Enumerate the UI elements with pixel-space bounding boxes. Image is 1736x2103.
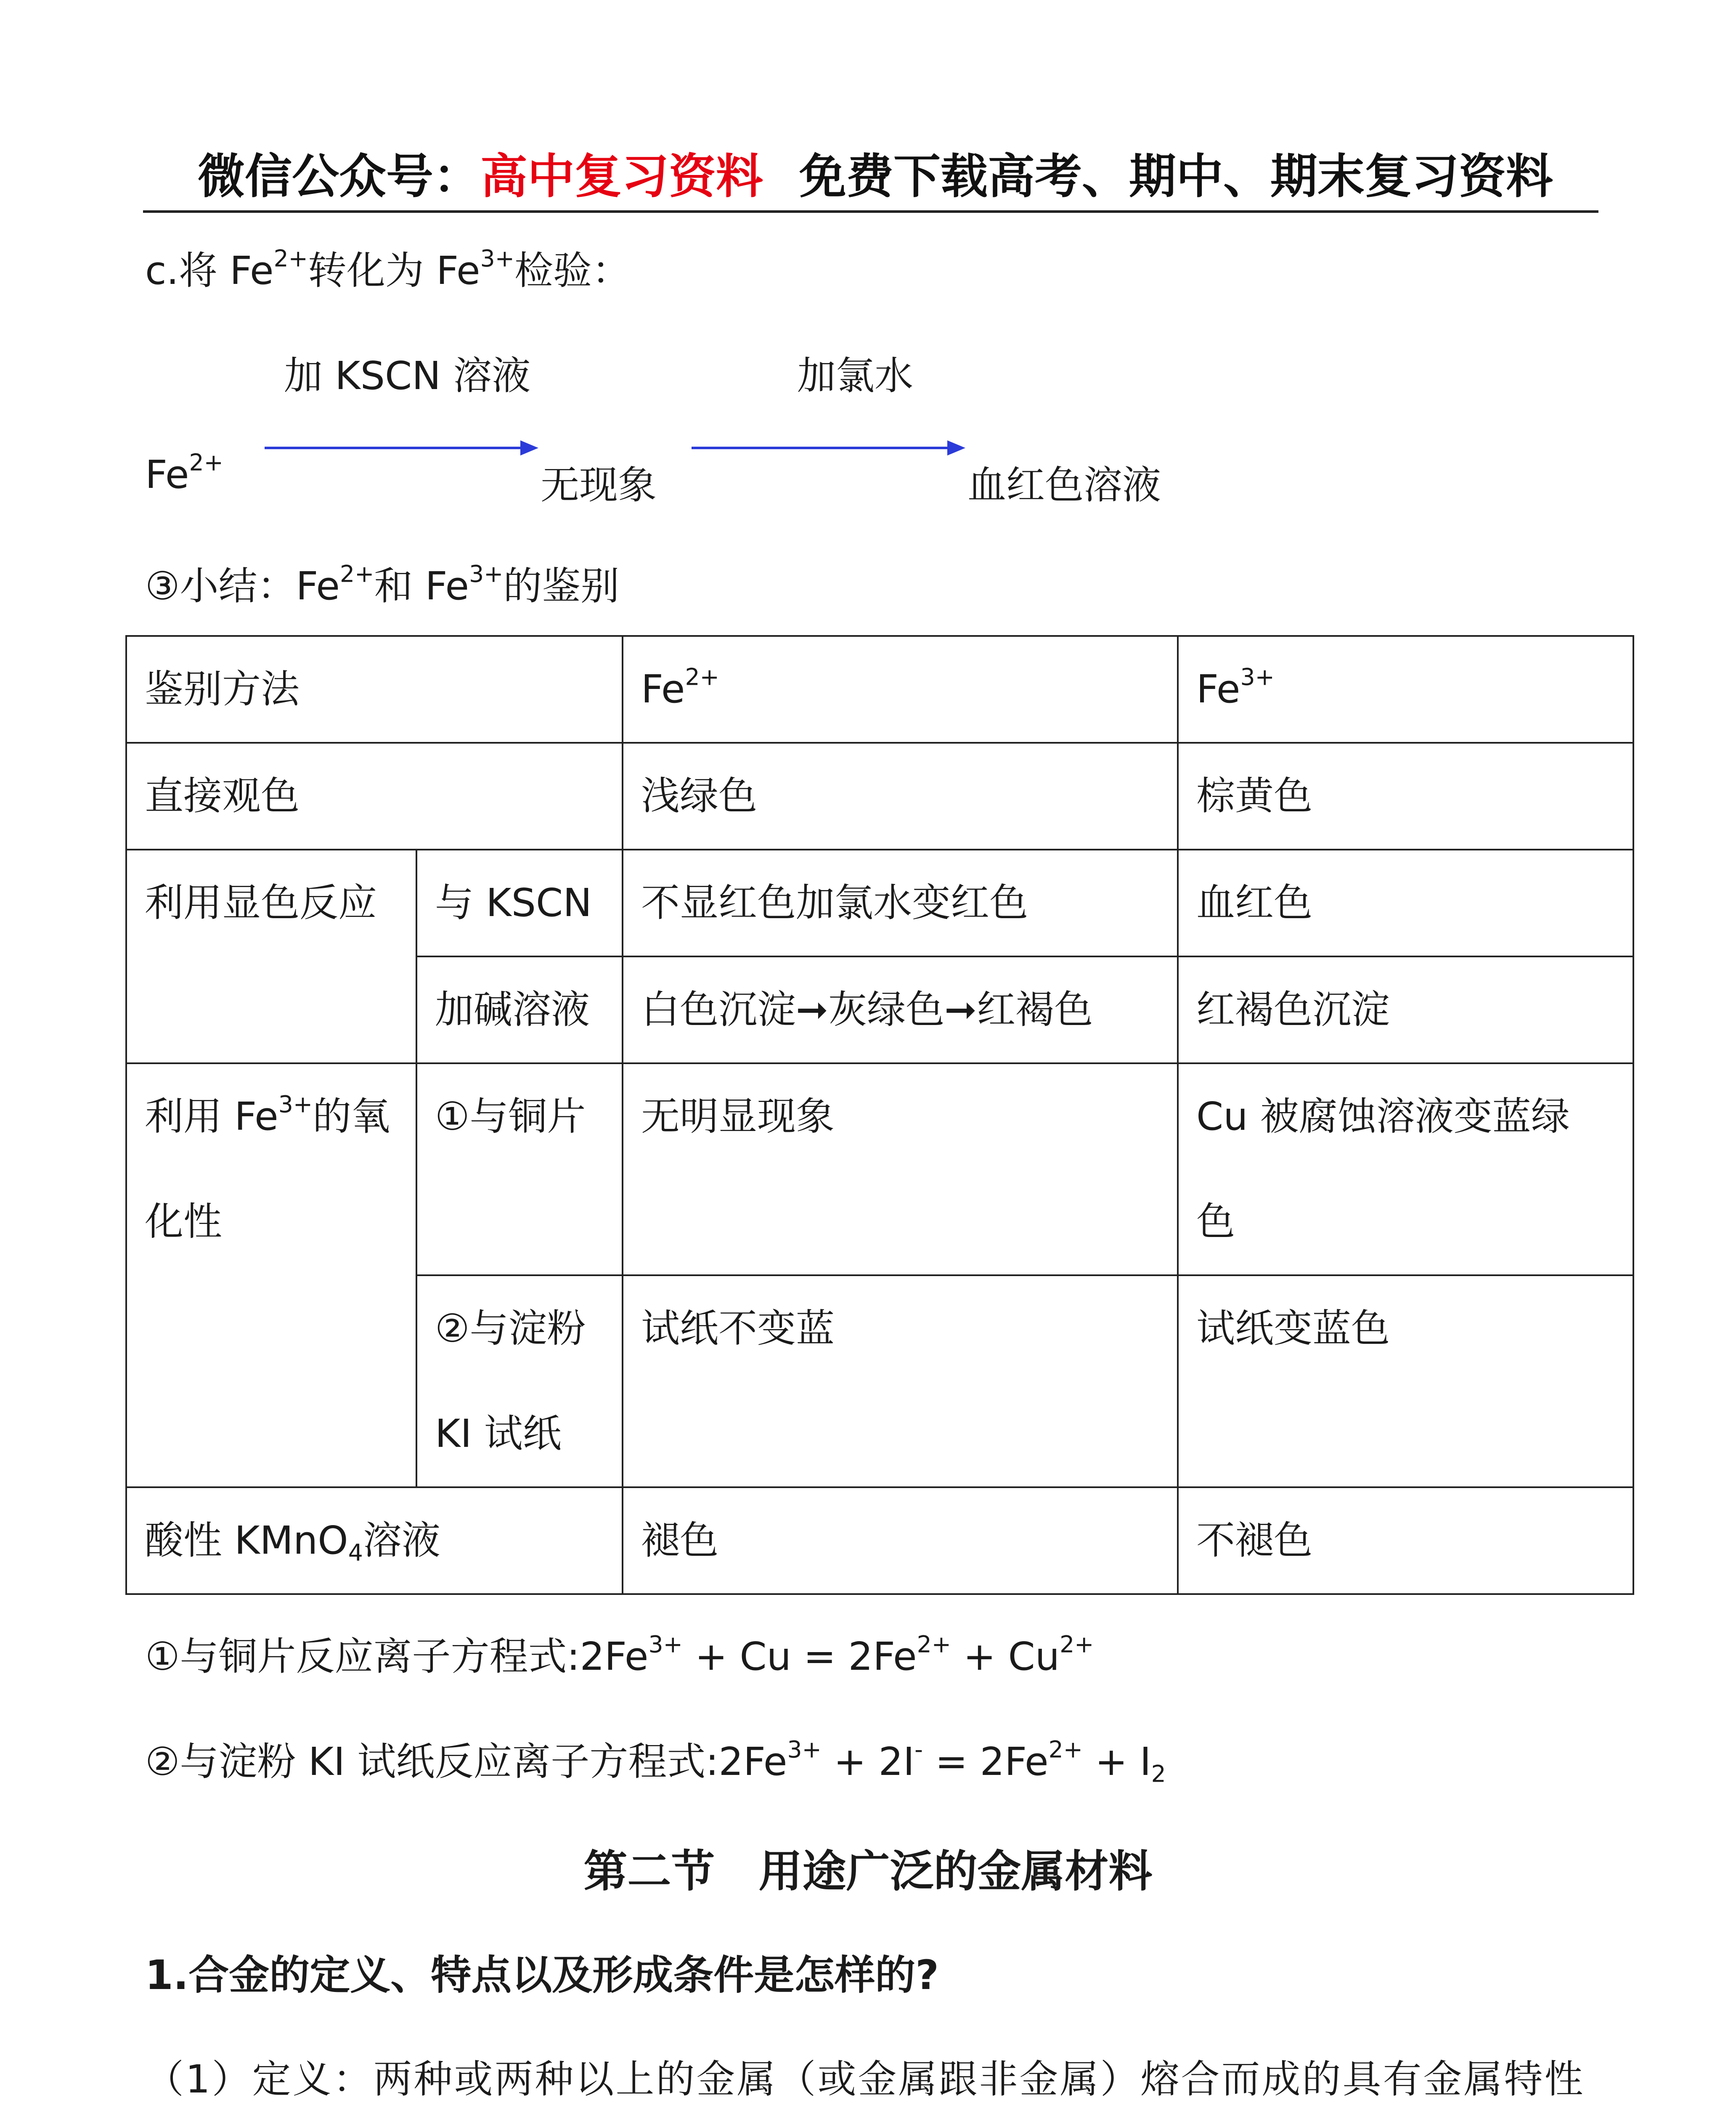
reaction-arrow-2 xyxy=(690,440,967,456)
equation-ki xyxy=(145,1731,1166,1786)
subscript: 2 xyxy=(1151,1761,1166,1788)
text-part: 利用 Fe xyxy=(145,1094,278,1139)
header-divider xyxy=(143,210,1598,213)
table-cell: 与 KSCN xyxy=(416,850,623,956)
table-row xyxy=(126,1487,1633,1594)
table-cell: 利用显色反应 xyxy=(126,850,416,1063)
header-right-text: 免费下载高考、期中、期末复习资料 xyxy=(799,149,1553,204)
cell-line: ②与淀粉 xyxy=(435,1306,586,1351)
superscript: 2+ xyxy=(189,449,223,477)
superscript: 3+ xyxy=(1240,664,1275,691)
text-part: Fe xyxy=(145,452,189,497)
table-cell xyxy=(1178,1063,1633,1275)
summary-heading xyxy=(145,555,619,611)
text-part: 转化为 Fe xyxy=(307,248,480,293)
superscript: 3+ xyxy=(480,245,515,273)
cell-line: Cu 被腐蚀溶液变蓝绿 xyxy=(1196,1094,1570,1139)
equation-copper xyxy=(145,1626,1094,1681)
cell-line: 化性 xyxy=(145,1199,223,1244)
table-cell: 血红色 xyxy=(1178,850,1633,956)
table-cell: 白色沉淀➞灰绿色➞红褐色 xyxy=(623,956,1178,1063)
arrow-head xyxy=(520,440,538,456)
table-cell: 加碱溶液 xyxy=(416,956,623,1063)
definition-line-1: （1）定义：两种或两种以上的金属（或金属跟非金属）熔合而成的具有金属特性 xyxy=(145,2057,1585,2102)
text-part: 检验： xyxy=(514,248,631,293)
superscript: - xyxy=(914,1736,923,1764)
section-c-heading xyxy=(145,240,631,295)
superscript: 2+ xyxy=(685,664,719,691)
superscript: 3+ xyxy=(278,1091,313,1118)
table-row xyxy=(126,743,1633,850)
superscript: 3+ xyxy=(469,561,504,588)
cell-line: 色 xyxy=(1196,1199,1235,1244)
superscript: 3+ xyxy=(648,1631,683,1658)
header-highlight: 高中复习资料 xyxy=(480,149,763,204)
superscript: 2+ xyxy=(1048,1736,1083,1764)
text-part: 的鉴别 xyxy=(503,564,620,609)
table-cell: 浅绿色 xyxy=(623,743,1178,850)
table-cell: 褪色 xyxy=(623,1487,1178,1594)
text-part: + Cu = 2Fe xyxy=(682,1634,917,1679)
step1-result: 无现象 xyxy=(541,463,657,508)
text-part: ②与淀粉 KI 试纸反应离子方程式:2Fe xyxy=(145,1739,787,1784)
step2-label: 加氯水 xyxy=(797,353,914,398)
identification-table xyxy=(125,635,1634,1595)
superscript: 2+ xyxy=(339,561,374,588)
superscript: 3+ xyxy=(787,1736,822,1764)
table-header-method: 鉴别方法 xyxy=(126,636,623,743)
table-cell: ①与铜片 xyxy=(416,1063,623,1275)
cell-line: KI 试纸 xyxy=(435,1411,562,1456)
table-cell: 试纸变蓝色 xyxy=(1178,1275,1633,1487)
superscript: 2+ xyxy=(917,1631,951,1658)
header-title xyxy=(198,139,763,207)
text-part: 和 Fe xyxy=(374,564,469,609)
table-cell: 无明显现象 xyxy=(623,1063,1178,1275)
step1-label: 加 KSCN 溶液 xyxy=(284,353,531,398)
text-part: + Cu xyxy=(951,1634,1060,1679)
table-cell: 直接观色 xyxy=(126,743,623,850)
table-header-fe3 xyxy=(1178,636,1633,743)
table-cell xyxy=(416,1275,623,1487)
text-part: ③小结：Fe xyxy=(145,564,340,609)
text-part: Fe xyxy=(1196,667,1240,712)
subscript: 4 xyxy=(348,1539,363,1567)
section-title: 第二节 用途广泛的金属材料 xyxy=(583,1846,1153,1897)
table-row xyxy=(126,1063,1633,1275)
question-heading: 1.合金的定义、特点以及形成条件是怎样的? xyxy=(145,1952,939,1999)
text-part: + 2I xyxy=(821,1739,915,1784)
text-part: 酸性 KMnO xyxy=(145,1518,348,1563)
text-part: c.将 Fe xyxy=(145,248,274,293)
cell-line xyxy=(145,1064,398,1169)
reaction-start xyxy=(145,449,223,497)
text-part: 溶液 xyxy=(363,1518,440,1563)
table-cell xyxy=(126,1063,416,1487)
superscript: 2+ xyxy=(1060,1631,1094,1658)
text-part: Fe xyxy=(641,667,685,712)
table-cell xyxy=(126,1487,623,1594)
text-part: ①与铜片反应离子方程式:2Fe xyxy=(145,1634,649,1679)
superscript: 2+ xyxy=(273,245,308,273)
step2-result: 血红色溶液 xyxy=(967,463,1161,508)
table-row xyxy=(126,850,1633,956)
text-part: + I xyxy=(1082,1739,1151,1784)
table-cell: 红褐色沉淀 xyxy=(1178,956,1633,1063)
table-cell: 不显红色加氯水变红色 xyxy=(623,850,1178,956)
text-part: 的氧 xyxy=(313,1094,390,1139)
table-header-fe2 xyxy=(623,636,1178,743)
table-row xyxy=(126,636,1633,743)
table-cell: 不褪色 xyxy=(1178,1487,1633,1594)
reaction-arrow-1 xyxy=(263,440,541,456)
text-part: = 2Fe xyxy=(922,1739,1049,1784)
table-cell: 试纸不变蓝 xyxy=(623,1275,1178,1487)
header-left-label: 微信公众号： xyxy=(198,149,480,204)
table-cell: 棕黄色 xyxy=(1178,743,1633,850)
arrow-head xyxy=(947,440,965,456)
